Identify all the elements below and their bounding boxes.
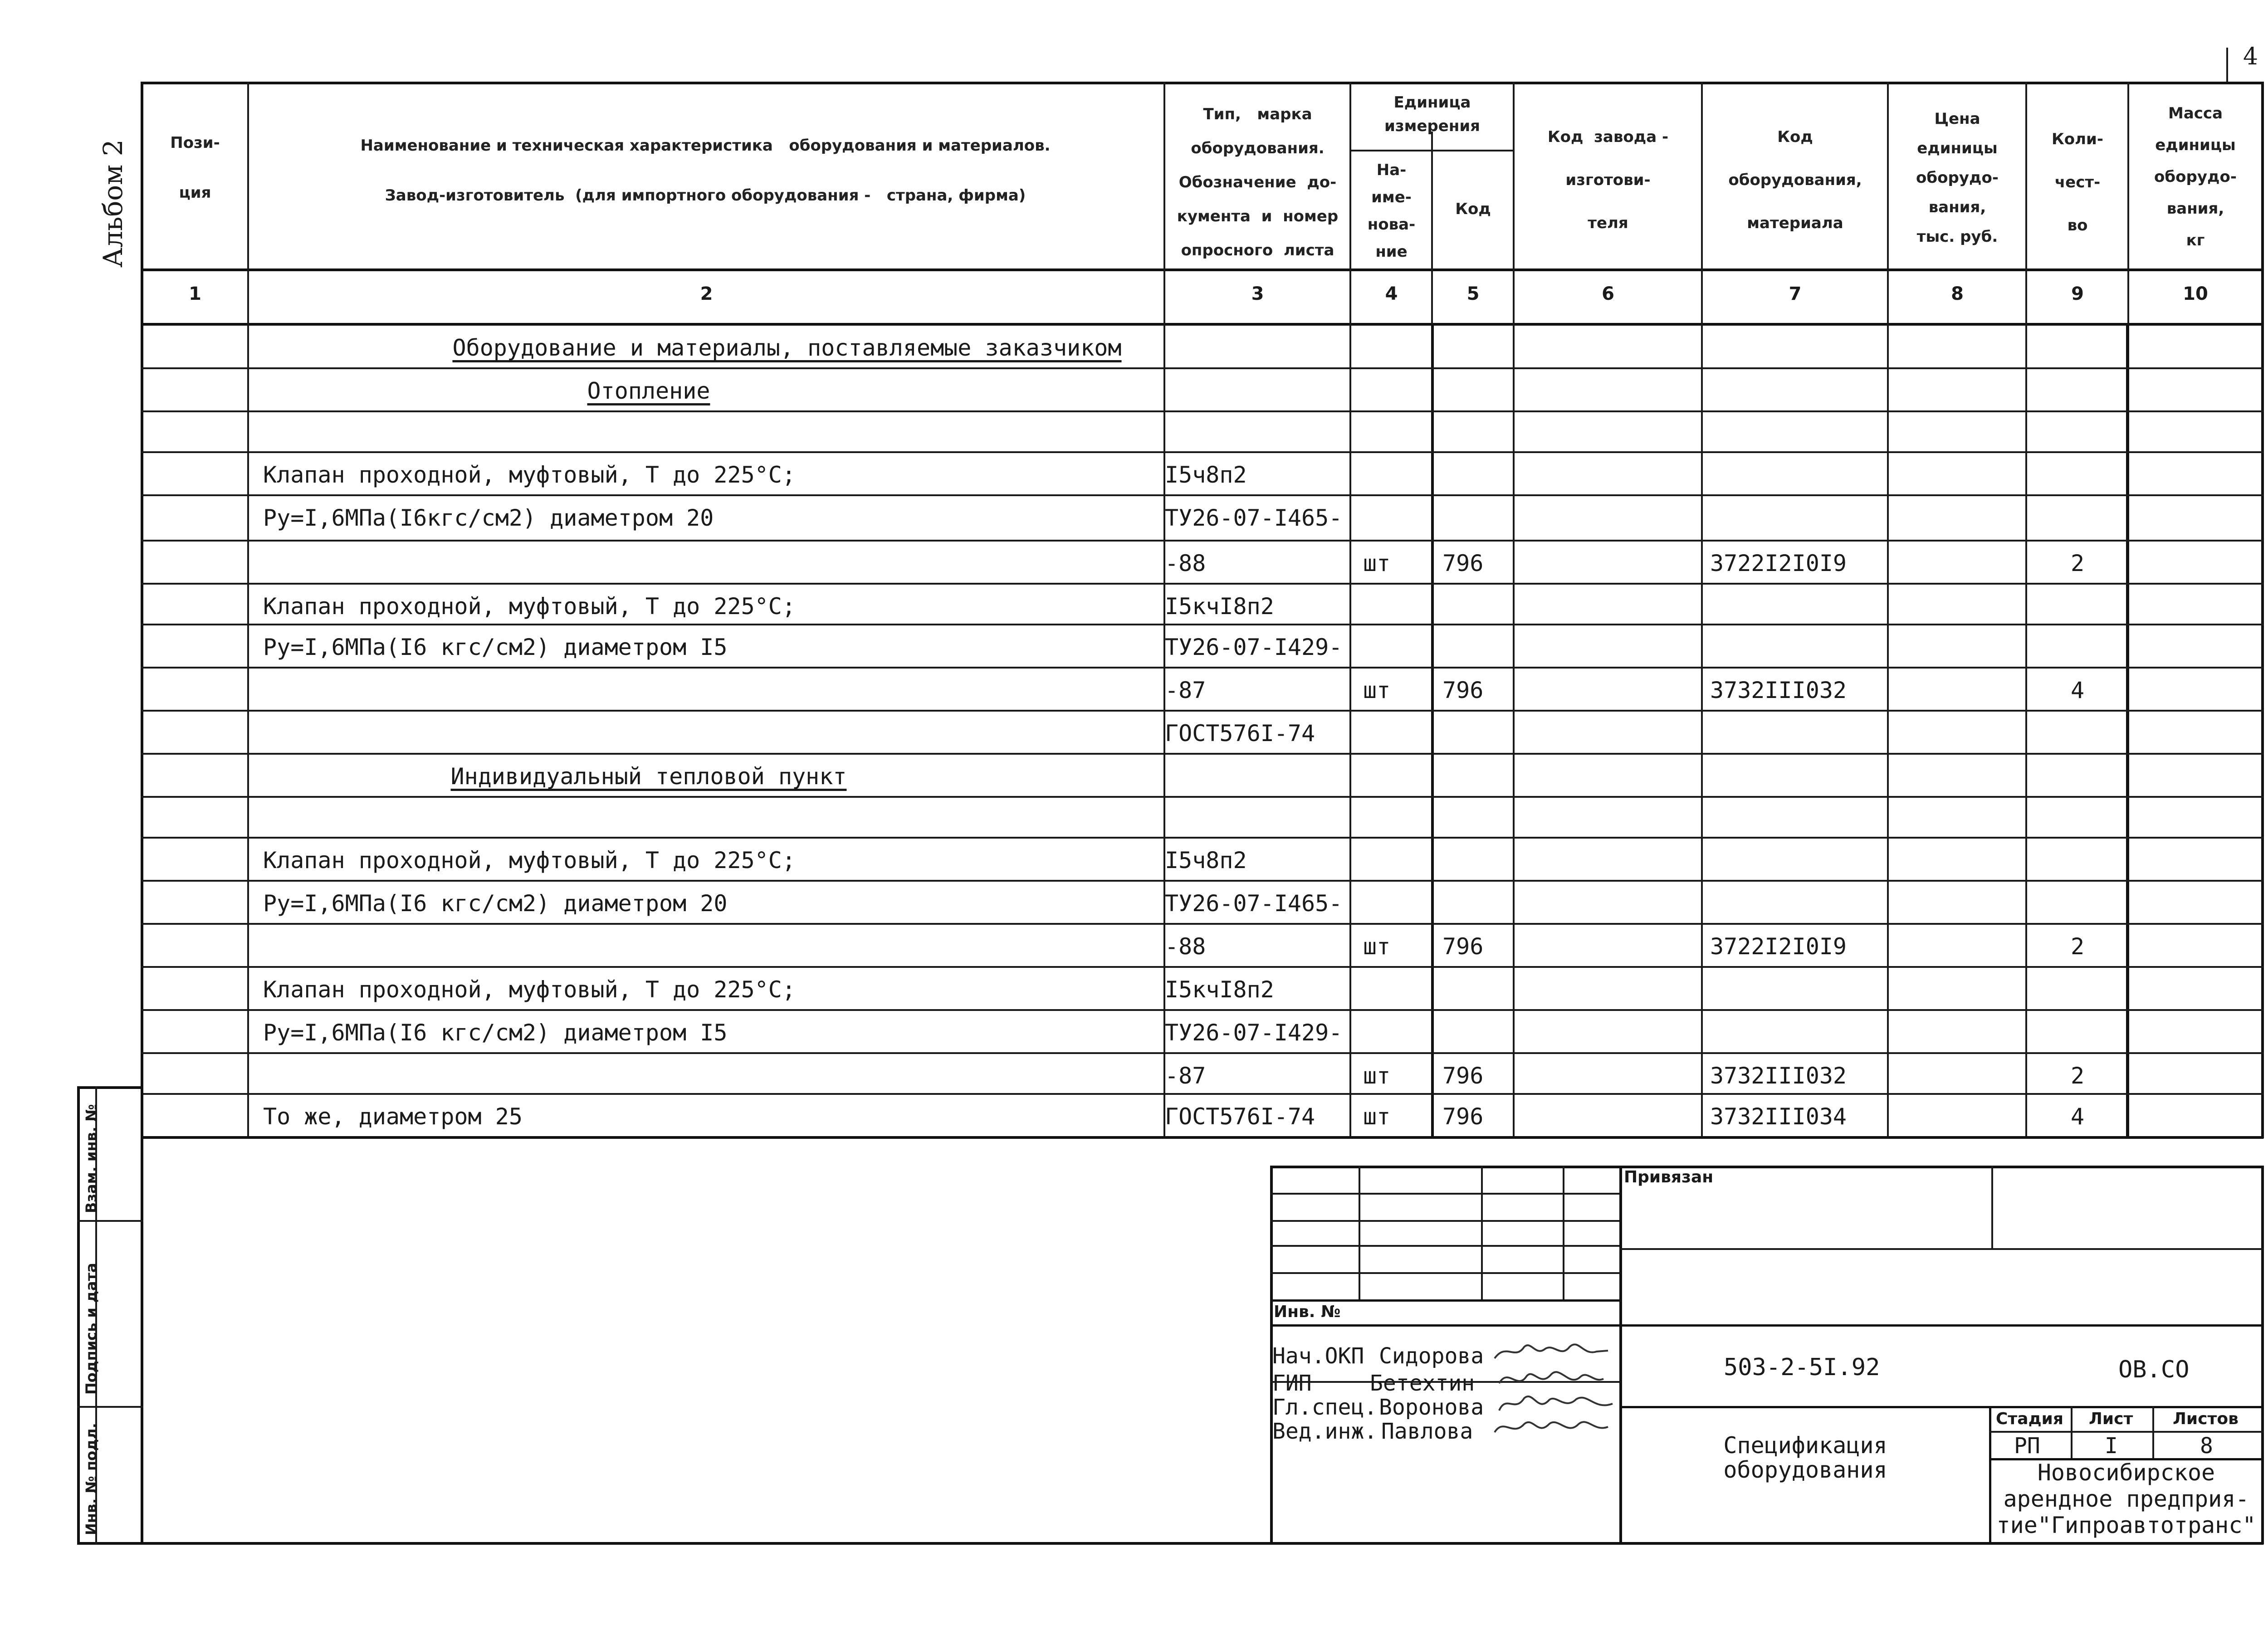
vzam-inv-label: Взам. инв. № — [83, 1104, 100, 1213]
name-sidorova: Сидорова — [1379, 1343, 1484, 1369]
signature-sidorova — [1492, 1338, 1610, 1365]
doc-code: ОВ.СО — [2118, 1356, 2190, 1383]
row-type: I5ч8п2 — [1165, 462, 1247, 488]
row-unit-code: 796 — [1442, 1103, 1484, 1130]
row-type: I5кчI8п2 — [1165, 976, 1274, 1003]
name-voronova: Воронова — [1379, 1395, 1484, 1420]
row-type: I5кчI8п2 — [1165, 593, 1274, 620]
colnum-8: 8 — [1951, 283, 1964, 304]
header-col1: Пози- ция — [170, 134, 220, 202]
header-col8: Цена единицы оборудо- вания, тыс. руб. — [1916, 110, 1999, 246]
row-name: Ру=I,6МПа(I6 кгс/см2) диаметром I5 — [263, 634, 728, 660]
sign-date-label: Подпись и дата — [83, 1263, 100, 1395]
sheets-label: Листов — [2173, 1410, 2239, 1428]
colnum-2: 2 — [700, 283, 713, 304]
colnum-7: 7 — [1789, 283, 1802, 304]
row-name: Ру=I,6МПа(I6 кгс/см2) диаметром I5 — [263, 1020, 728, 1046]
row-equip-code: 3732III034 — [1710, 1103, 1847, 1130]
row-equip-code: 3722I2I0I9 — [1710, 550, 1847, 576]
role-nach-okp: Нач.ОКП — [1272, 1343, 1364, 1369]
stage-value: РП — [2014, 1433, 2040, 1459]
signature-voronova — [1497, 1390, 1615, 1417]
colnum-9: 9 — [2071, 283, 2084, 304]
row-unit: шт — [1363, 550, 1391, 576]
sheet-label: Лист — [2089, 1410, 2133, 1428]
row-name: Ру=I,6МПа(I6кгс/см2) диаметром 20 — [263, 505, 714, 531]
header-col3: Тип, марка оборудования. Обозначение до- кумента и номер опросного листа — [1177, 105, 1339, 259]
header-col6: Код завода - изготови- теля — [1547, 128, 1669, 232]
row-equip-code: 3722I2I0I9 — [1710, 933, 1847, 960]
role-gip: ГИП — [1272, 1371, 1312, 1396]
row-unit-code: 796 — [1442, 677, 1484, 703]
colnum-3: 3 — [1251, 283, 1264, 304]
sheet-value: I — [2105, 1433, 2118, 1459]
row-equip-code: 3732III032 — [1710, 677, 1847, 703]
row-type: -88 — [1165, 933, 1206, 960]
inv-orig-label: Инв. № подл. — [83, 1423, 100, 1535]
row-type: ТУ26-07-I465- — [1165, 505, 1343, 531]
row-qty: 2 — [2070, 1063, 2085, 1089]
album-label: Альбом 2 — [98, 139, 128, 268]
row-unit: шт — [1363, 1103, 1391, 1130]
header-col7: Код оборудования, материала — [1728, 128, 1862, 232]
row-unit-code: 796 — [1442, 1063, 1484, 1089]
row-type: ГОСТ576I-74 — [1165, 720, 1315, 747]
colnum-5: 5 — [1466, 283, 1480, 304]
header-col9: Коли- чест- во — [2052, 130, 2103, 234]
row-unit: шт — [1363, 933, 1391, 960]
row-name: Ру=I,6МПа(I6 кгс/см2) диаметром 20 — [263, 890, 728, 917]
header-col2-line1: Наименование и техническая характеристика оборудования и материалов. — [360, 137, 1051, 155]
header-unit-group: Единица измерения — [1384, 93, 1480, 135]
row-qty: 4 — [2070, 1103, 2085, 1130]
colnum-1: 1 — [189, 283, 201, 304]
organization: Новосибирское арендное предприя- тие"Гипроавтотранс" — [1996, 1459, 2256, 1538]
sheets-value: 8 — [2200, 1433, 2213, 1459]
row-type: ТУ26-07-I465- — [1165, 890, 1343, 917]
row-name: Клапан проходной, муфтовый, Т до 225°С; — [263, 847, 796, 874]
name-pavlova: Павлова — [1381, 1419, 1473, 1444]
section-title: Оборудование и материалы, поставляемые заказчиком — [452, 335, 1122, 361]
colnum-10: 10 — [2183, 283, 2208, 304]
row-equip-code: 3732III032 — [1710, 1063, 1847, 1089]
row-unit: шт — [1363, 677, 1391, 703]
doc-number: 503-2-5I.92 — [1724, 1354, 1880, 1381]
header-col2-line2: Завод-изготовитель (для импортного оборудования - страна, фирма) — [385, 186, 1026, 205]
signature-betekhtin — [1497, 1365, 1606, 1392]
inv-no-label: Инв. № — [1274, 1303, 1341, 1321]
page-number: 4 — [2243, 43, 2258, 70]
header-col4: На- име- нова- ние — [1367, 161, 1416, 261]
role-ved-inzh: Вед.инж. — [1272, 1419, 1378, 1444]
section-title: Отопление — [587, 378, 710, 404]
row-type: ТУ26-07-I429- — [1165, 634, 1343, 660]
signature-pavlova — [1492, 1414, 1610, 1441]
header-col10: Масса единицы оборудо- вания, кг — [2154, 104, 2237, 249]
row-qty: 2 — [2070, 550, 2085, 576]
colnum-4: 4 — [1385, 283, 1398, 304]
header-col5: Код — [1455, 200, 1491, 218]
stage-label: Стадия — [1996, 1410, 2063, 1428]
row-type: -87 — [1165, 677, 1206, 703]
row-qty: 2 — [2070, 933, 2085, 960]
row-unit: шт — [1363, 1063, 1391, 1089]
privyazan-label: Привязан — [1624, 1168, 1714, 1186]
row-name: Клапан проходной, муфтовый, Т до 225°С; — [263, 976, 796, 1003]
row-type: I5ч8п2 — [1165, 847, 1247, 874]
row-type: ТУ26-07-I429- — [1165, 1020, 1343, 1046]
row-unit-code: 796 — [1442, 550, 1484, 576]
page-number-tick — [2226, 48, 2228, 84]
row-type: -88 — [1165, 550, 1206, 576]
row-name: Клапан проходной, муфтовый, Т до 225°С; — [263, 593, 796, 620]
row-type: -87 — [1165, 1063, 1206, 1089]
colnum-6: 6 — [1602, 283, 1614, 304]
name-betekhtin: Бетехтин — [1370, 1371, 1475, 1396]
row-name: То же, диаметром 25 — [263, 1103, 523, 1130]
row-type: ГОСТ576I-74 — [1165, 1103, 1315, 1130]
role-gl-spec: Гл.спец. — [1272, 1395, 1378, 1420]
row-unit-code: 796 — [1442, 933, 1484, 960]
row-name: Клапан проходной, муфтовый, Т до 225°С; — [263, 462, 796, 488]
section-title: Индивидуальный тепловой пункт — [450, 763, 847, 790]
row-qty: 4 — [2070, 677, 2085, 703]
doc-title: Спецификация оборудования — [1723, 1432, 1887, 1483]
